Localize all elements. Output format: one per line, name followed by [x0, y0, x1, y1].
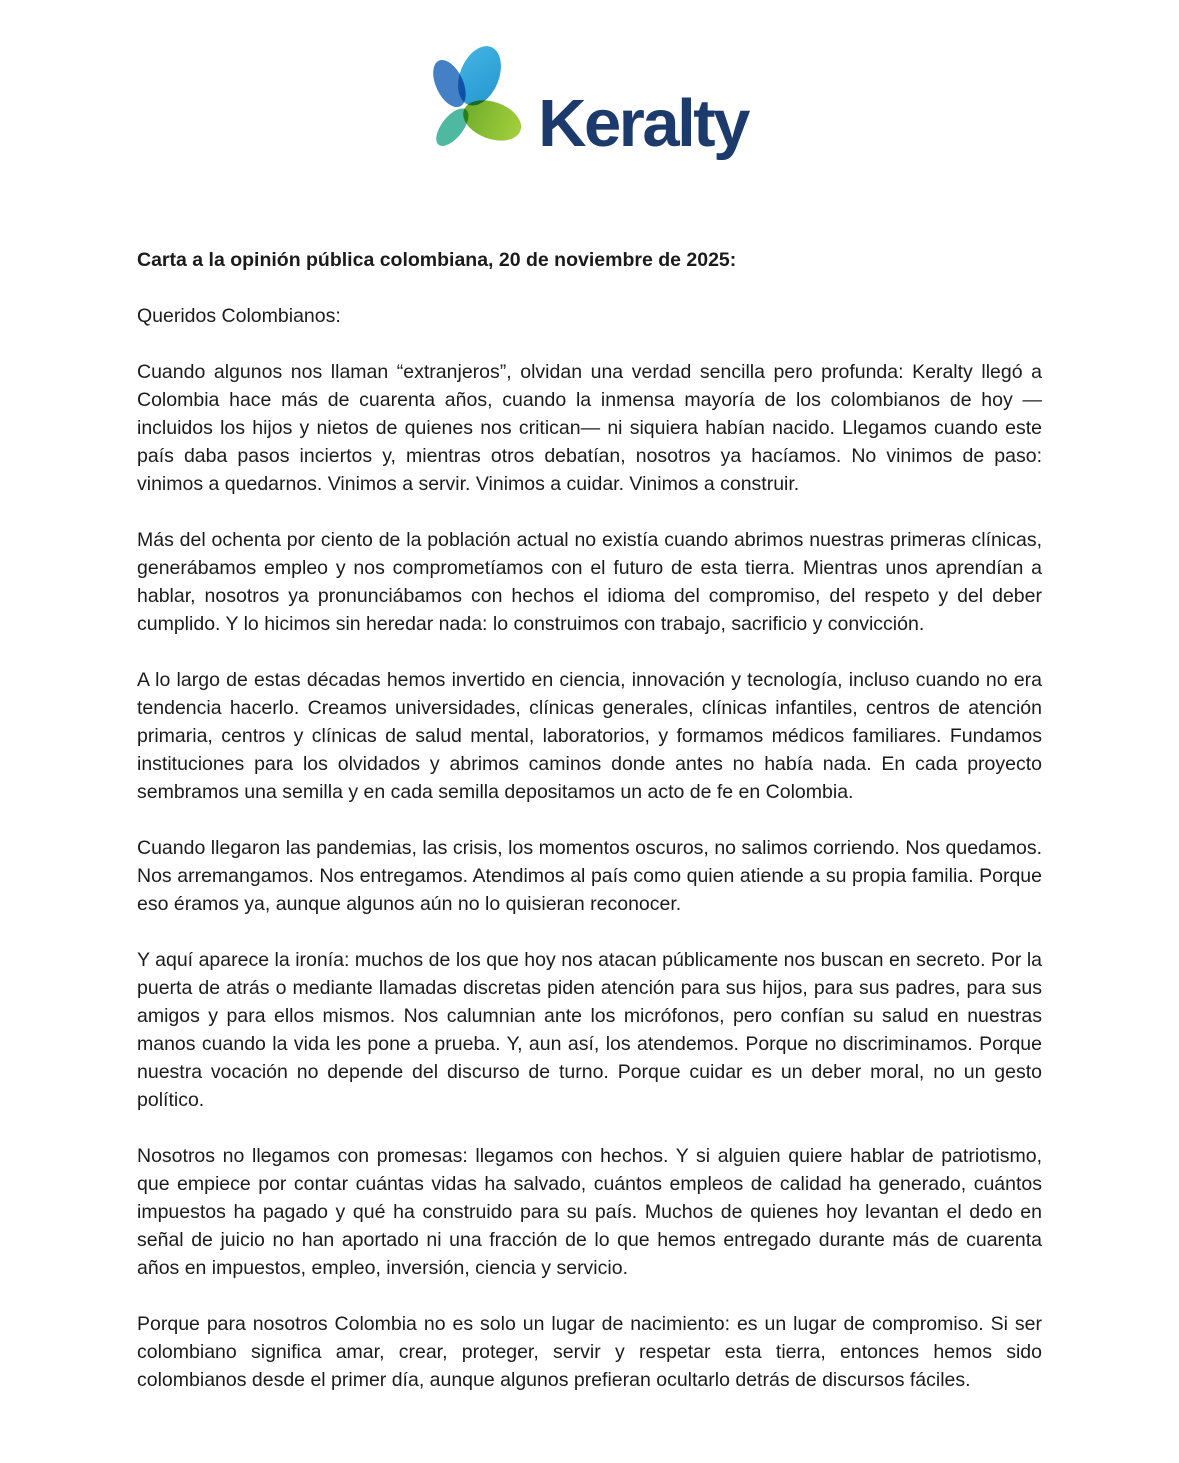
keralty-butterfly-icon	[431, 44, 528, 160]
keralty-logo	[0, 0, 1179, 160]
letter-paragraph-4: Cuando llegaron las pandemias, las crisis, los momentos oscuros, no salimos corriendo. Nos quedamos. Nos arremangamos. Nos entregamos. Atendimos al país como quien atiende a su propia familia. Porque eso éramos ya, aunque algunos aún no lo quisieran reconocer.	[137, 837, 1042, 915]
letter-body	[137, 160, 1042, 1394]
letter-paragraph-6: Nosotros no llegamos con promesas: llegamos con hechos. Y si alguien quiere hablar de patriotismo, que empiece por contar cuántas vidas ha salvado, cuántos empleos de calidad ha generado, cuántos impuestos ha pagado y qué ha construido para su país. Muchos de quienes hoy levantan el dedo en señal de juicio no han aportado ni una fracción de lo que hemos entregado durante más de cuarenta años en impuestos, empleo, inversión, ciencia y servicio.	[137, 1145, 1042, 1279]
letter-paragraph-7: Porque para nosotros Colombia no es solo un lugar de nacimiento: es un lugar de compromiso. Si ser colombiano significa amar, crear, proteger, servir y respetar esta tierra, entonces hemos sido colombianos desde el primer día, aunque algunos prefieran ocultarlo detrás de discursos fáciles.	[137, 1313, 1042, 1391]
letter-paragraph-3: A lo largo de estas décadas hemos invertido en ciencia, innovación y tecnología, incluso cuando no era tendencia hacerlo. Creamos universidades, clínicas generales, clínicas infantiles, centros de atención primaria, centros y clínicas de salud mental, laboratorios, y formamos médicos familiares. Fundamos instituciones para los olvidados y abrimos caminos donde antes no había nada. En cada proyecto sembramos una semilla y en cada semilla depositamos un acto de fe en Colombia.	[137, 669, 1042, 803]
keralty-wordmark: Keralty	[538, 86, 748, 162]
letter-paragraph-5: Y aquí aparece la ironía: muchos de los que hoy nos atacan públicamente nos buscan en secreto. Por la puerta de atrás o mediante llamadas discretas piden atención para sus hijos, para sus padres, para sus amigos y para ellos mismos. Nos calumnian ante los micrófonos, pero confían su salud en nuestras manos cuando la vida les pone a prueba. Y, aun así, los atendemos. Porque no discriminamos. Porque nuestra vocación no depende del discurso de turno. Porque cuidar es un deber moral, no un gesto político.	[137, 949, 1042, 1111]
letter-paragraph-1: Cuando algunos nos llaman “extranjeros”, olvidan una verdad sencilla pero profunda: Keralty llegó a Colombia hace más de cuarenta años, cuando la inmensa mayoría de los colombianos de hoy —incluidos los hijos y nietos de quienes nos critican— ni siquiera habían nacido. Llegamos cuando este país daba pasos inciertos y, mientras otros debatían, nosotros ya hacíamos. No vinimos de paso: vinimos a quedarnos. Vinimos a servir. Vinimos a cuidar. Vinimos a construir.	[137, 361, 1042, 495]
letter-paragraph-2: Más del ochenta por ciento de la población actual no existía cuando abrimos nuestras primeras clínicas, generábamos empleo y nos comprometíamos con el futuro de esta tierra. Mientras unos aprendían a hablar, nosotros ya pronunciábamos con hechos el idioma del compromiso, del respeto y del deber cumplido. Y lo hicimos sin heredar nada: lo construimos con trabajo, sacrificio y convicción.	[137, 529, 1042, 635]
letter-salutation: Queridos Colombianos:	[137, 305, 341, 327]
letter-title: Carta a la opinión pública colombiana, 20 de noviembre de 2025:	[137, 249, 737, 271]
